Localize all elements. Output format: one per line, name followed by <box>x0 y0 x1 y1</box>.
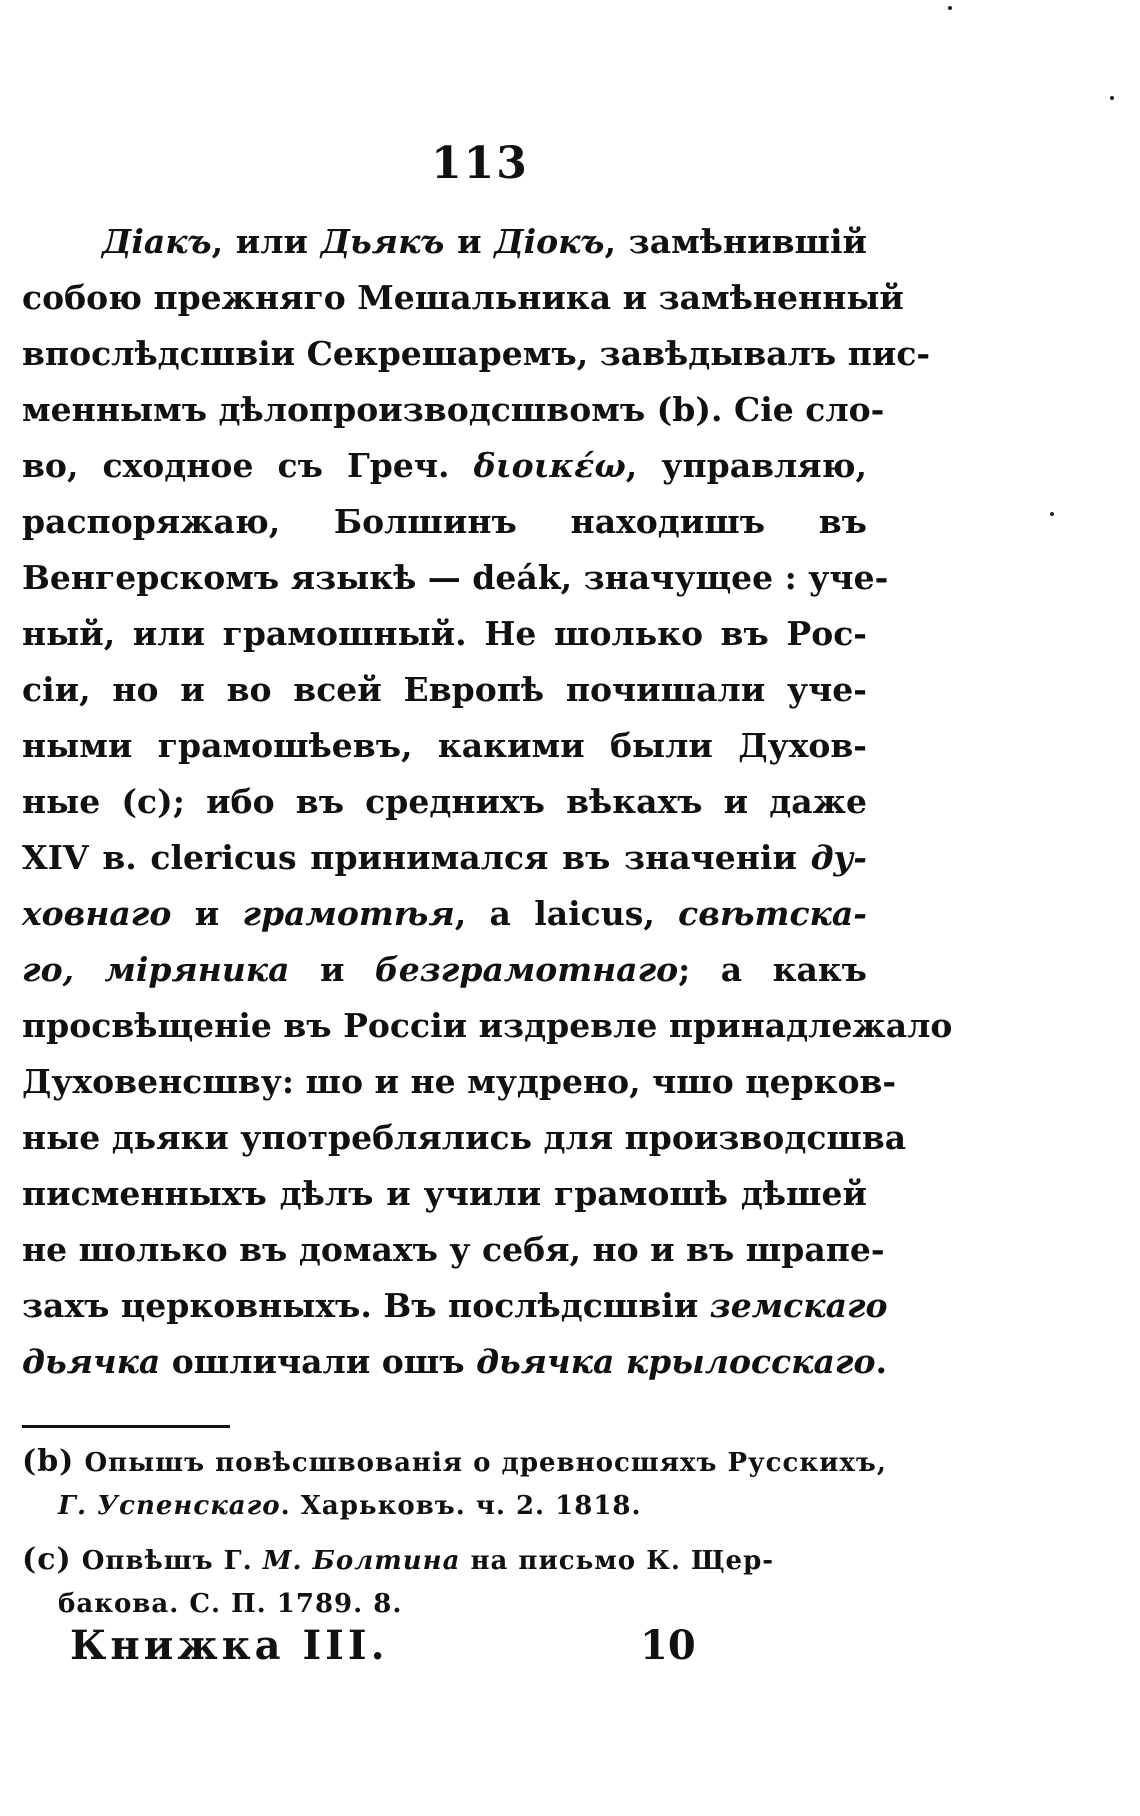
text-segment: XIV в. clericus принимался въ значеніи <box>22 838 811 877</box>
text-line <box>22 214 867 270</box>
text-segment: , или <box>211 222 321 261</box>
text-line <box>22 1054 897 1110</box>
text-segment: . <box>875 1342 887 1381</box>
text-segment: ошличали ошъ <box>160 1342 477 1381</box>
text-segment: не шолько въ домахъ у себя, но и въ шрапе- <box>22 1230 885 1269</box>
text-segment: сіи, но и во всей Европѣ почишали уче- <box>22 670 867 709</box>
text-segment: Духовенсшву: шо и не мудрено, чшо церков- <box>22 1062 897 1101</box>
italic-segment: го, міряника <box>22 950 290 989</box>
footnote-c-line-1 <box>22 1538 892 1582</box>
footnote-c-text-b: на письмо К. Щер- <box>460 1546 775 1576</box>
footnote-c-text-a: Опвѣшъ Г. <box>81 1546 263 1576</box>
text-segment: впослѣдсшвіи Секрешаремъ, завѣдывалъ пис- <box>22 334 931 373</box>
text-line <box>22 606 867 662</box>
footnote-mark-b: (b) <box>22 1444 75 1479</box>
text-segment: , замѣнившій <box>604 222 867 261</box>
text-line <box>22 1278 888 1334</box>
text-line <box>22 1334 887 1390</box>
italic-segment: Діакъ <box>102 222 212 261</box>
signature-label: Книжка III. <box>70 1622 389 1669</box>
text-line <box>22 830 867 886</box>
text-segment: ные (с); ибо въ среднихъ вѣкахъ и даже <box>22 782 867 821</box>
scan-speck <box>1110 96 1114 100</box>
scan-speck <box>1050 512 1054 516</box>
text-segment: ными грамошѣевъ, какими были Духов- <box>22 726 867 765</box>
footnote-c-author: М. Болтина <box>262 1546 461 1576</box>
text-segment: Венгерскомъ языкѣ — deák, значущее : уче- <box>22 558 889 597</box>
italic-segment: ду- <box>810 838 867 877</box>
text-line <box>22 382 885 438</box>
signature-number: 10 <box>640 1622 696 1669</box>
footnote-rule <box>22 1425 230 1428</box>
text-segment: меннымъ дѣлопроизводсшвомъ (b). Сіе сло- <box>22 390 885 429</box>
italic-segment: безграмотнаго <box>374 950 679 989</box>
text-line <box>22 1166 867 1222</box>
footnote-c-line-2: бакова. С. П. 1789. 8. <box>58 1589 403 1619</box>
footnote-b-line-1 <box>22 1440 892 1484</box>
text-segment: , управляю, <box>625 446 867 485</box>
body-text <box>22 214 953 1390</box>
italic-segment: Дьякъ <box>320 222 445 261</box>
text-line <box>22 438 867 494</box>
page-number: 113 <box>431 138 529 189</box>
italic-segment: дьячка крылосскаго <box>476 1342 876 1381</box>
text-line <box>22 942 867 998</box>
text-segment: ный, или грамошный. Не шолько въ Рос- <box>22 614 867 653</box>
italic-segment: ховнаго <box>22 894 172 933</box>
footnote-b-line-2 <box>22 1484 892 1528</box>
text-line <box>22 326 931 382</box>
text-line <box>22 1222 885 1278</box>
text-line <box>22 1110 907 1166</box>
text-segment: просвѣщеніе въ Россіи издревле принадлежало <box>22 1006 953 1045</box>
text-segment: захъ церковныхъ. Въ послѣдсшвіи <box>22 1286 710 1325</box>
scan-speck <box>948 6 952 10</box>
italic-segment: свѣтска- <box>678 894 867 933</box>
text-line <box>22 774 867 830</box>
text-segment: собою прежняго Мешальника и замѣненный <box>22 278 904 317</box>
text-line <box>22 662 867 718</box>
italic-segment: грамотѣя <box>242 894 455 933</box>
text-segment: ные дьяки употреблялись для производсшва <box>22 1118 907 1157</box>
text-line <box>22 998 953 1054</box>
footnote-b-text: Опышъ повѣсшвованія о древносшяхъ Русскихъ, <box>84 1448 887 1478</box>
text-line <box>22 550 889 606</box>
text-segment: и <box>289 950 375 989</box>
footnote-b-author: Г. Успенскаго <box>58 1491 281 1521</box>
text-line <box>22 886 867 942</box>
italic-segment: διοικέω <box>473 446 626 485</box>
text-segment: распоряжаю, Болшинъ находишъ въ <box>22 502 867 541</box>
text-line <box>22 270 904 326</box>
text-segment: и <box>171 894 243 933</box>
text-segment: , а laicus, <box>454 894 679 933</box>
footnotes <box>22 1440 892 1626</box>
text-segment: писменныхъ дѣлъ и учили грамошѣ дѣшей <box>22 1174 867 1213</box>
footnote-b-imprint: . Харьковъ. ч. 2. 1818. <box>280 1491 642 1521</box>
text-segment: во, сходное съ Греч. <box>22 446 474 485</box>
italic-segment: дьячка <box>22 1342 161 1381</box>
text-line <box>22 494 867 550</box>
footnote-mark-c: (c) <box>22 1542 72 1577</box>
text-line <box>22 718 867 774</box>
text-segment: и <box>444 222 495 261</box>
text-segment: ; а какъ <box>678 950 867 989</box>
italic-segment: Діокъ <box>494 222 605 261</box>
italic-segment: земскаго <box>709 1286 888 1325</box>
